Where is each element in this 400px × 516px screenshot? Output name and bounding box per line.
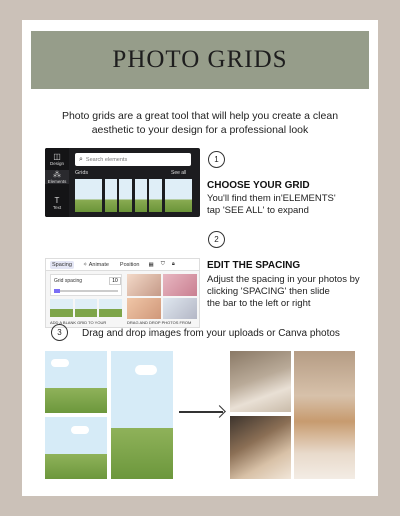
layout-icon: ◫ — [53, 152, 61, 161]
page-title: PHOTO GRIDS — [112, 46, 288, 73]
side-rail — [45, 148, 69, 217]
step-1-title: CHOOSE YOUR GRID — [207, 180, 310, 191]
rail-item-elements: ⁂ Elements — [45, 170, 69, 184]
paint-icon: ⛉ — [160, 261, 165, 267]
tab-animate: ✧ Animate — [82, 261, 109, 268]
step-2-line-3: the bar to the left or right — [207, 298, 311, 309]
grid-thumbnail — [105, 179, 132, 212]
photo-candle — [230, 351, 291, 412]
photo-cell — [163, 274, 197, 296]
grid-thumbnail — [165, 179, 192, 212]
step-1-line-1: You'll find them in'ELEMENTS' — [207, 193, 336, 204]
step-1-line-2: tap 'SEE ALL' to expand — [207, 205, 309, 216]
see-all-link: See all — [171, 170, 187, 176]
blank-grid-cell — [45, 351, 107, 413]
caption-right: DRAG AND DROP PHOTOS FROM — [127, 320, 192, 325]
step-3-text: Drag and drop images from your uploads or Canva photos — [82, 328, 340, 339]
arrow-icon — [179, 411, 223, 413]
checker-icon: ▦ — [148, 261, 154, 268]
intro-text: Photo grids are a great tool that will help you create a clean aesthetic to your design for a professional look — [61, 110, 339, 136]
search-placeholder: Search elements — [85, 156, 128, 163]
step-2-line-1: Adjust the spacing in your photos by — [207, 274, 360, 285]
grid-cell — [99, 299, 122, 317]
grid-thumbnails — [75, 179, 192, 212]
cloud — [71, 426, 89, 434]
step-2-line-2: clicking 'SPACING' then slide — [207, 286, 330, 297]
lock-icon: 🔒︎ — [171, 261, 175, 267]
photo-grid-preview — [127, 274, 197, 319]
grid-cell — [50, 299, 73, 317]
instruction-sheet — [22, 20, 378, 496]
shapes-icon: ⁂ — [53, 170, 61, 179]
elements-panel-screenshot — [45, 148, 200, 217]
blank-grid-cell — [45, 417, 107, 479]
spacing-panel-screenshot — [45, 258, 200, 328]
tab-position: Position — [119, 261, 140, 268]
search-icon: ⌕ — [79, 155, 83, 163]
title-banner — [31, 31, 369, 89]
animate-icon: ✧ — [82, 261, 88, 268]
rail-item-design: ◫ Design — [45, 152, 69, 166]
toolbar-tabs — [46, 259, 200, 271]
step-1-number: 1 — [208, 151, 225, 168]
search-bar — [75, 153, 191, 166]
grid-spacing-value: 10 — [109, 277, 121, 285]
text-icon: T — [54, 196, 60, 205]
cloud — [135, 365, 157, 375]
grid-thumbnail — [135, 179, 162, 212]
photo-latte — [294, 351, 355, 479]
cloud — [51, 359, 69, 367]
step-3-number: 3 — [51, 324, 68, 341]
grid-thumbnail — [75, 179, 102, 212]
tab-spacing: Spacing — [52, 261, 72, 268]
blank-grid-preview — [50, 299, 122, 317]
grid-spacing-label: Grid spacing — [54, 278, 83, 284]
step-2-number: 2 — [208, 231, 225, 248]
rail-item-text: T Text — [45, 196, 69, 210]
grid-spacing-slider — [54, 290, 118, 292]
photo-cell — [127, 274, 161, 296]
blank-grid-cell — [111, 351, 173, 479]
grid-cell — [75, 299, 98, 317]
photo-coffee — [230, 416, 291, 479]
slider-fill — [54, 289, 60, 293]
photo-cell — [163, 298, 197, 320]
photo-cell — [127, 298, 161, 320]
grid-spacing-panel — [50, 274, 122, 296]
grids-label: Grids — [75, 170, 89, 176]
step-2-title: EDIT THE SPACING — [207, 260, 301, 271]
caption-left: ADD A BLANK GRID TO YOUR — [50, 320, 107, 325]
